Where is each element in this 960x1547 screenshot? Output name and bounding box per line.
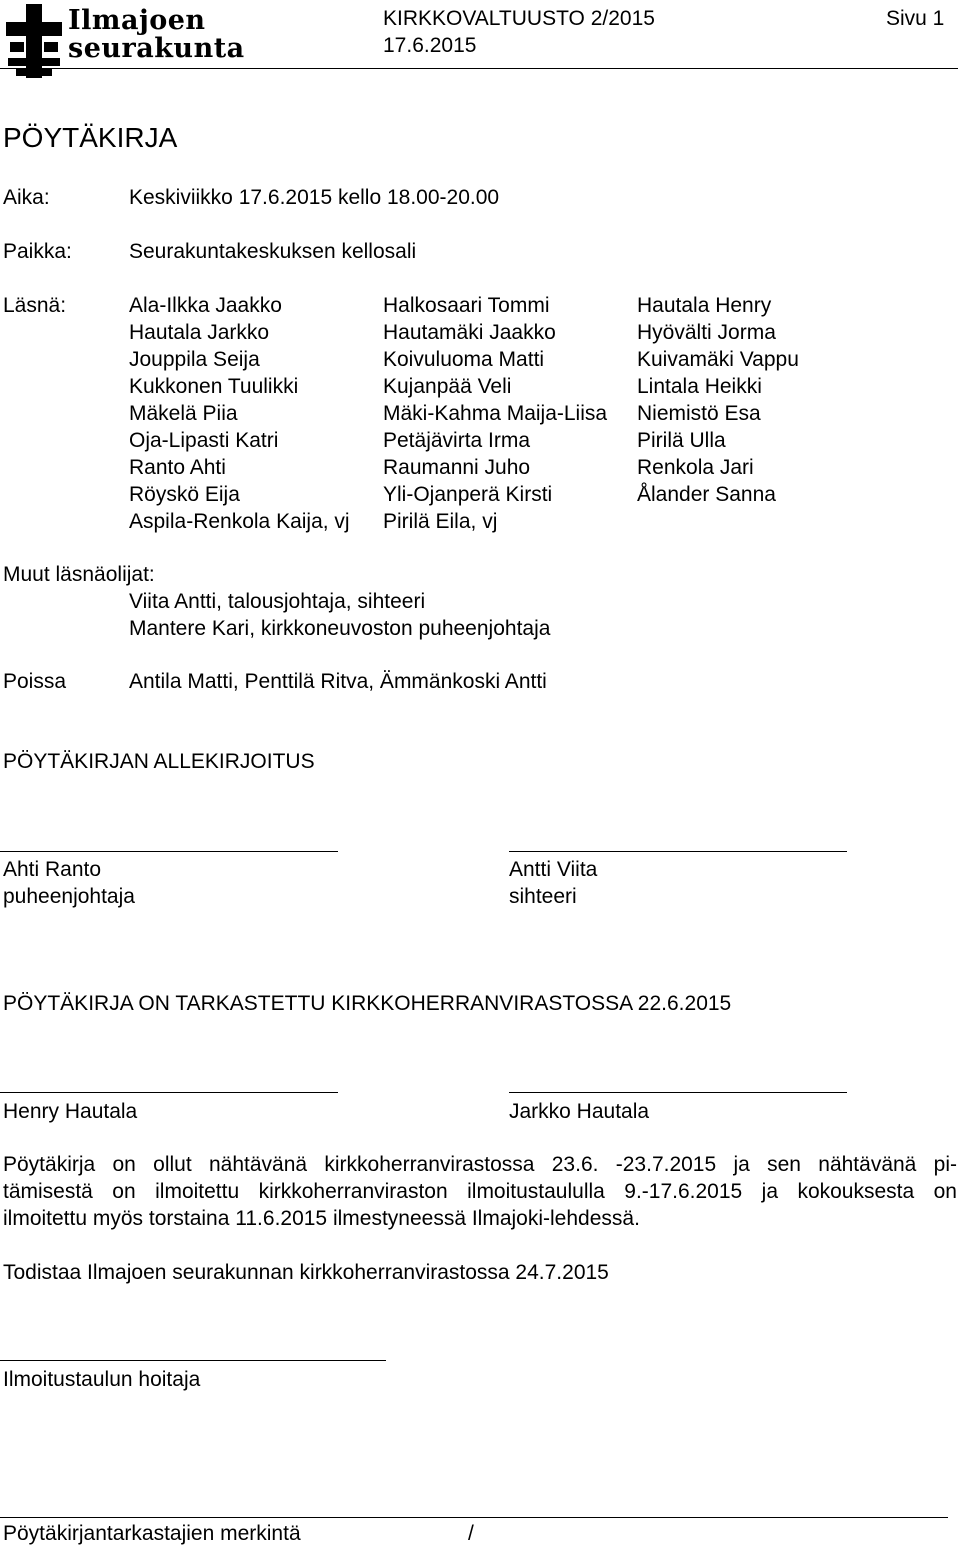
logo-line-2: seurakunta [68, 33, 245, 64]
notice-line-2: tämisestä on ilmoitettu kirkkoherranviraston ilmoitustaululla 9.-17.6.2015 ja kokouksesta on [3, 1180, 957, 1203]
review-heading: PÖYTÄKIRJA ON TARKASTETTU KIRKKOHERRANVIRASTOSSA 22.6.2015 [3, 992, 732, 1015]
present-name: Pirilä Ulla [637, 429, 726, 452]
reviewer-right-name: Jarkko Hautala [509, 1100, 650, 1123]
time-value: Keskiviikko 17.6.2015 kello 18.00-20.00 [129, 186, 500, 209]
present-name: Ala-Ilkka Jaakko [129, 294, 282, 317]
signing-heading: PÖYTÄKIRJAN ALLEKIRJOITUS [3, 750, 315, 773]
present-name: Ranto Ahti [129, 456, 226, 479]
footer-slash: / [468, 1522, 474, 1545]
others-list [129, 588, 550, 642]
footer-rule [0, 1517, 948, 1518]
doc-date: 17.6.2015 [383, 34, 477, 57]
present-name: Ålander Sanna [637, 483, 776, 506]
page-title: PÖYTÄKIRJA [3, 122, 178, 153]
absent-value: Antila Matti, Penttilä Ritva, Ämmänkoski Antti [129, 670, 547, 693]
board-keeper-line [0, 1360, 386, 1361]
present-name: Hautamäki Jaakko [383, 321, 556, 344]
present-name: Oja-Lipasti Katri [129, 429, 279, 452]
board-keeper-label: Ilmoitustaulun hoitaja [3, 1368, 201, 1391]
notice-line-3: ilmoitettu myös torstaina 11.6.2015 ilmestyneessä Ilmajoki-lehdessä. [3, 1207, 640, 1230]
present-name: Mäki-Kahma Maija-Liisa [383, 402, 608, 425]
present-name: Niemistö Esa [637, 402, 761, 425]
present-name: Kukkonen Tuulikki [129, 375, 299, 398]
present-name: Mäkelä Piia [129, 402, 238, 425]
present-name: Petäjävirta Irma [383, 429, 531, 452]
header-rule [0, 68, 958, 69]
present-name: Röyskö Eija [129, 483, 240, 506]
logo-line-1: Ilmajoen [68, 5, 206, 36]
signature-line-left [0, 851, 338, 852]
present-name: Pirilä Eila, vj [383, 510, 498, 533]
present-name: Kujanpää Veli [383, 375, 512, 398]
present-name: Kuivamäki Vappu [637, 348, 799, 371]
present-name: Jouppila Seija [129, 348, 260, 371]
present-name: Raumanni Juho [383, 456, 531, 479]
present-col-2 [383, 292, 607, 535]
page-number: Sivu 1 [886, 7, 945, 30]
present-name: Yli-Ojanperä Kirsti [383, 483, 553, 506]
present-name: Hyövälti Jorma [637, 321, 776, 344]
present-name: Hautala Henry [637, 294, 772, 317]
absent-label: Poissa [3, 670, 67, 693]
place-label: Paikka: [3, 240, 72, 263]
signature-line-right [509, 851, 847, 852]
review-line-right [509, 1092, 847, 1093]
present-col-3 [637, 292, 799, 508]
present-name: Lintala Heikki [637, 375, 762, 398]
signer-right-role: sihteeri [509, 885, 577, 908]
present-col-1 [129, 292, 350, 535]
review-line-left [0, 1092, 338, 1093]
present-name: Koivuluoma Matti [383, 348, 545, 371]
doc-title: KIRKKOVALTUUSTO 2/2015 [383, 7, 655, 30]
present-name: Aspila-Renkola Kaija, vj [129, 510, 350, 533]
others-label: Muut läsnäolijat: [3, 563, 155, 586]
signer-left-name: Ahti Ranto [3, 858, 102, 881]
place-value: Seurakuntakeskuksen kellosali [129, 240, 417, 263]
other-attendee: Mantere Kari, kirkkoneuvoston puheenjohtaja [129, 617, 551, 640]
reviewer-left-name: Henry Hautala [3, 1100, 138, 1123]
footer-label: Pöytäkirjantarkastajien merkintä [3, 1522, 301, 1545]
present-label: Läsnä: [3, 294, 67, 317]
notice-line-1: Pöytäkirja on ollut nähtävänä kirkkoherranvirastossa 23.6. -23.7.2015 ja sen nähtävänä pi- [3, 1153, 957, 1176]
present-name: Hautala Jarkko [129, 321, 270, 344]
present-name: Halkosaari Tommi [383, 294, 550, 317]
present-name: Renkola Jari [637, 456, 754, 479]
attest-text: Todistaa Ilmajoen seurakunnan kirkkoherranvirastossa 24.7.2015 [3, 1261, 609, 1284]
signer-left-role: puheenjohtaja [3, 885, 135, 908]
other-attendee: Viita Antti, talousjohtaja, sihteeri [129, 590, 426, 613]
time-label: Aika: [3, 186, 50, 209]
signer-right-name: Antti Viita [509, 858, 598, 881]
